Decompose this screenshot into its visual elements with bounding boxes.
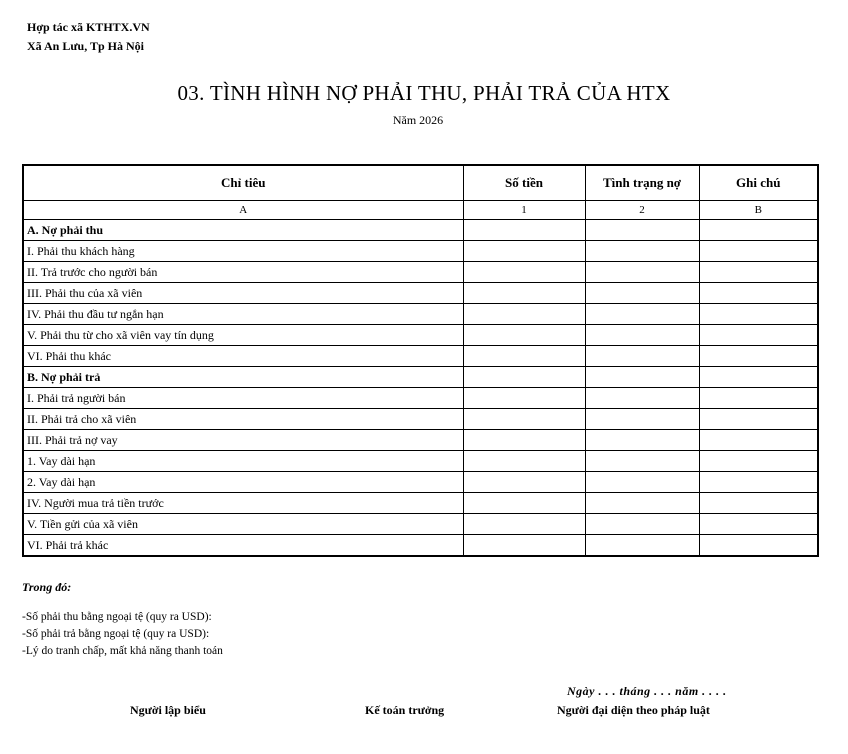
amount-cell: [463, 451, 585, 472]
table-row: [23, 220, 818, 241]
amount-cell: [463, 241, 585, 262]
item-label: 1. Vay dài hạn: [23, 451, 463, 472]
note-line: -Lý do tranh chấp, mất khả năng thanh toán: [22, 645, 223, 657]
debt-status-cell: [585, 325, 699, 346]
amount-cell: [463, 283, 585, 304]
debt-status-cell: [585, 430, 699, 451]
table-row: [23, 430, 818, 451]
notes-cell: [699, 262, 818, 283]
amount-cell: [463, 472, 585, 493]
report-year: Năm 2026: [392, 113, 444, 127]
report-title: 03. TÌNH HÌNH NỢ PHẢI THU, PHẢI TRẢ CỦA HTX: [177, 81, 671, 105]
notes-cell: [699, 514, 818, 535]
column-index-row: [23, 201, 818, 220]
amount-cell: [463, 409, 585, 430]
signature-preparer: Người lập biểu: [130, 703, 206, 717]
table-row: [23, 409, 818, 430]
notes-cell: [699, 430, 818, 451]
signature-legal-representative: Người đại diện theo pháp luật: [557, 703, 710, 717]
item-label: I. Phải thu khách hàng: [23, 241, 463, 262]
table-row: [23, 535, 818, 557]
notes-cell: [699, 220, 818, 241]
table-row: [23, 304, 818, 325]
table-row: [23, 241, 818, 262]
table-row: [23, 325, 818, 346]
table-row: [23, 346, 818, 367]
item-label: IV. Người mua trả tiền trước: [23, 493, 463, 514]
debt-status-cell: [585, 388, 699, 409]
signature-chief-accountant: Kế toán trưởng: [365, 703, 445, 717]
item-label: VI. Phải trả khác: [23, 535, 463, 557]
debt-status-cell: [585, 262, 699, 283]
notes-list: [22, 609, 223, 660]
amount-cell: [463, 514, 585, 535]
amount-cell: [463, 346, 585, 367]
debt-status-cell: [585, 514, 699, 535]
header-amount: Số tiền: [463, 165, 585, 201]
notes-heading: Trong đó:: [22, 580, 72, 594]
table-row: [23, 262, 818, 283]
debt-status-cell: [585, 535, 699, 557]
item-label: III. Phải thu của xã viên: [23, 283, 463, 304]
debt-status-cell: [585, 493, 699, 514]
amount-cell: [463, 325, 585, 346]
col-index-b: B: [699, 201, 818, 220]
note-line: -Số phải thu bằng ngoại tệ (quy ra USD):: [22, 611, 212, 623]
section-label: B. Nợ phải trả: [23, 367, 463, 388]
item-label: V. Phải thu từ cho xã viên vay tín dụng: [23, 325, 463, 346]
header-notes: Ghi chú: [699, 165, 818, 201]
header-debt-status: Tình trạng nợ: [585, 165, 699, 201]
table-row: [23, 283, 818, 304]
col-index-2: 2: [585, 201, 699, 220]
amount-cell: [463, 388, 585, 409]
notes-cell: [699, 451, 818, 472]
col-index-a: A: [23, 201, 463, 220]
amount-cell: [463, 493, 585, 514]
item-label: III. Phải trả nợ vay: [23, 430, 463, 451]
notes-cell: [699, 304, 818, 325]
debt-status-cell: [585, 220, 699, 241]
debt-status-cell: [585, 283, 699, 304]
notes-cell: [699, 493, 818, 514]
amount-cell: [463, 535, 585, 557]
debt-status-cell: [585, 241, 699, 262]
amount-cell: [463, 430, 585, 451]
debt-status-cell: [585, 409, 699, 430]
item-label: I. Phải trả người bán: [23, 388, 463, 409]
notes-cell: [699, 283, 818, 304]
header-criteria: Chỉ tiêu: [23, 165, 463, 201]
table-row: [23, 451, 818, 472]
table-row: [23, 514, 818, 535]
notes-cell: [699, 472, 818, 493]
table-row: [23, 493, 818, 514]
item-label: II. Trả trước cho người bán: [23, 262, 463, 283]
notes-cell: [699, 346, 818, 367]
debt-status-cell: [585, 367, 699, 388]
debt-status-cell: [585, 451, 699, 472]
item-label: 2. Vay dài hạn: [23, 472, 463, 493]
notes-cell: [699, 241, 818, 262]
notes-cell: [699, 409, 818, 430]
section-label: A. Nợ phải thu: [23, 220, 463, 241]
table-row: [23, 388, 818, 409]
debt-status-cell: [585, 346, 699, 367]
item-label: IV. Phải thu đầu tư ngắn hạn: [23, 304, 463, 325]
notes-cell: [699, 535, 818, 557]
org-address: Xã An Lưu, Tp Hà Nội: [27, 39, 145, 53]
org-name: Hợp tác xã KTHTX.VN: [27, 20, 150, 34]
note-line: -Số phải trả bằng ngoại tệ (quy ra USD):: [22, 628, 210, 640]
table-header-row: [23, 165, 818, 201]
table-row: [23, 367, 818, 388]
table-row: [23, 472, 818, 493]
amount-cell: [463, 304, 585, 325]
item-label: VI. Phải thu khác: [23, 346, 463, 367]
organization-header: [27, 18, 150, 56]
debt-status-cell: [585, 304, 699, 325]
amount-cell: [463, 367, 585, 388]
col-index-1: 1: [463, 201, 585, 220]
table-body: [23, 220, 818, 557]
debt-table: [22, 164, 819, 557]
amount-cell: [463, 262, 585, 283]
item-label: II. Phải trả cho xã viên: [23, 409, 463, 430]
notes-cell: [699, 325, 818, 346]
notes-cell: [699, 388, 818, 409]
item-label: V. Tiền gửi của xã viên: [23, 514, 463, 535]
date-line: Ngày . . . tháng . . . năm . . . .: [567, 684, 727, 698]
amount-cell: [463, 220, 585, 241]
debt-status-cell: [585, 472, 699, 493]
notes-cell: [699, 367, 818, 388]
